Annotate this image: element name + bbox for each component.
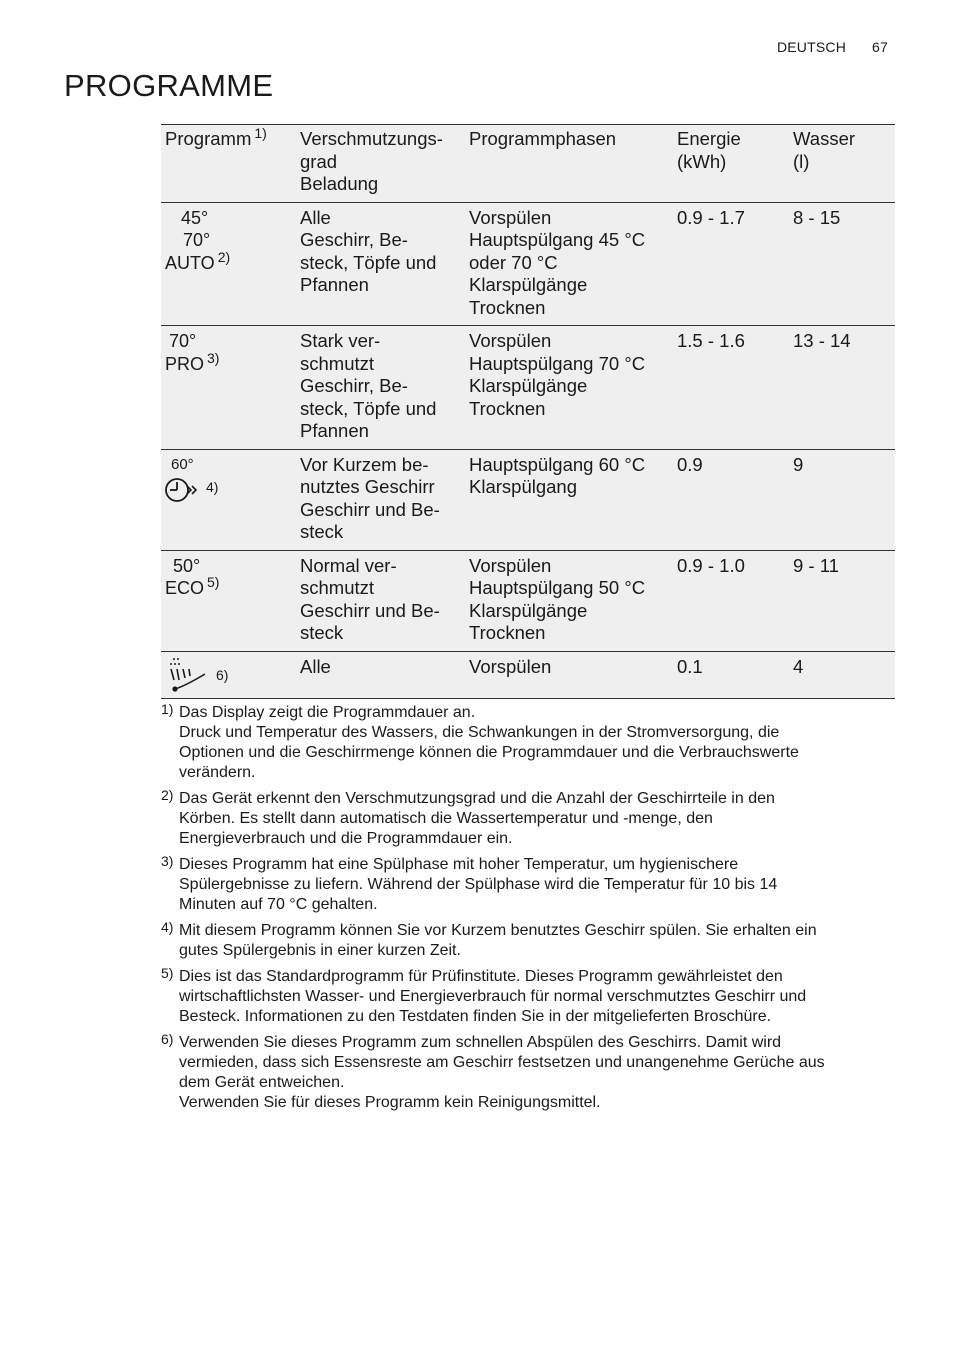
phase-line: oder 70 °C [469, 251, 558, 273]
header-program [161, 125, 294, 203]
footnote-number: 2) [161, 787, 174, 803]
page-number: 67 [872, 39, 888, 55]
water-cell: 9 - 11 [793, 554, 839, 576]
soil-line: steck, Töpfe und [300, 251, 437, 273]
program-temp: 50° [173, 555, 201, 576]
program-mode: PRO [165, 353, 205, 374]
soil-line: Normal ver- [300, 554, 397, 576]
header-program-label: Programm [165, 128, 252, 149]
header-phases: Programmphasen [469, 128, 617, 149]
soil-cell [294, 202, 463, 326]
program-cell [161, 326, 294, 450]
energy-cell: 1.5 - 1.6 [677, 330, 745, 351]
program-temp: 70° [183, 230, 211, 250]
footnote [161, 703, 901, 783]
program-icon-row [165, 656, 288, 692]
phase-line: Hauptspülgang 50 °C [469, 577, 646, 598]
phase-line: Hauptspülgang 70 °C [469, 352, 646, 374]
soil-line: schmutzt [300, 352, 375, 374]
footnote [161, 1033, 901, 1113]
soil-cell [294, 651, 463, 698]
soil-line: steck [300, 622, 344, 643]
water-cell: 9 [793, 453, 804, 475]
table-row [161, 202, 895, 326]
clock-arrows-icon [165, 476, 203, 504]
phases-cell [463, 449, 671, 550]
header-energy [671, 125, 787, 203]
energy-cell: 0.9 - 1.7 [677, 206, 745, 228]
soil-line: schmutzt [300, 577, 375, 598]
footnote-number: 5) [161, 965, 174, 981]
phase-line: Klarspülgänge [469, 375, 588, 396]
footnote-line: Energieverbrauch und die Programmdauer ein. [179, 830, 513, 847]
phases-cell [463, 202, 671, 326]
phase-line: Trocknen [469, 397, 546, 419]
phase-line: Hauptspülgang 45 °C [469, 229, 646, 250]
program-mode: ECO [165, 578, 205, 598]
footnote-number: 1) [161, 701, 174, 717]
footnotes [161, 703, 901, 1119]
footnote-line: Besteck. Informationen zu den Testdaten finden Sie in der mitgelieferten Broschüre. [179, 1008, 772, 1025]
footnote-line: Minuten auf 70 °C gehalten. [179, 896, 378, 913]
footnote-ref: 1) [254, 125, 267, 141]
table-row [161, 651, 895, 698]
page-title: PROGRAMME [64, 68, 274, 103]
footnote-number: 3) [161, 853, 174, 869]
soil-line: Stark ver- [300, 330, 381, 351]
footnote-line: Dies ist das Standardprogramm für Prüfinstitute. Dieses Programm gewährleistet den [179, 968, 783, 985]
footnote-line: Verwenden Sie dieses Programm zum schnellen Abspülen des Geschirrs. Damit wird [179, 1034, 782, 1051]
footnote-line: verändern. [179, 764, 256, 781]
footnote-line: Dieses Programm hat eine Spülphase mit hoher Temperatur, um hygienischere [179, 856, 739, 873]
soil-line: Pfannen [300, 420, 369, 441]
phase-line: Klarspülgänge [469, 274, 588, 295]
soil-line: steck [300, 521, 344, 542]
footnote-number: 6) [161, 1031, 174, 1047]
program-cell [161, 449, 294, 550]
footnote-line: Spülergebnisse zu liefern. Während der Spülphase wird die Temperatur für 10 bis 14 [179, 876, 778, 893]
soil-cell [294, 326, 463, 450]
program-cell [161, 202, 294, 326]
soil-line: Alle [300, 655, 331, 677]
header-soil-line: grad [300, 150, 338, 172]
soil-line: nutztes Geschirr [300, 476, 435, 497]
phase-line: Klarspülgänge [469, 599, 588, 621]
footnote [161, 789, 901, 849]
soil-line: Vor Kurzem be- [300, 453, 429, 475]
program-temp: 70° [169, 331, 197, 351]
footnote-ref: 4) [206, 479, 219, 495]
program-cell [161, 651, 294, 698]
soil-line: Geschirr und Be- [300, 599, 440, 621]
table-row [161, 326, 895, 450]
soil-line: Geschirr und Be- [300, 498, 440, 520]
water-cell: 4 [793, 655, 804, 677]
footnote-line: dem Gerät entweichen. [179, 1074, 345, 1091]
phase-line: Hauptspülgang 60 °C [469, 453, 646, 475]
footnote-line: Körben. Es stellt dann automatisch die Wassertemperatur und -menge, den [179, 810, 713, 827]
footnote-ref: 5) [207, 574, 220, 590]
footnote-ref: 2) [217, 248, 231, 265]
rinse-spray-icon [165, 656, 213, 692]
footnote-number: 4) [161, 919, 174, 935]
phase-line: Vorspülen [469, 206, 552, 228]
header-language: DEUTSCH [776, 39, 847, 55]
soil-line: Alle [300, 206, 331, 228]
footnote-ref: 6) [216, 666, 229, 683]
phase-line: Vorspülen [469, 655, 552, 677]
phase-line: Klarspülgang [469, 476, 577, 497]
program-cell [161, 550, 294, 651]
water-cell: 8 - 15 [793, 206, 841, 228]
footnote-line: Das Display zeigt die Programmdauer an. [179, 704, 476, 721]
phases-cell [463, 550, 671, 651]
soil-line: steck, Töpfe und [300, 397, 437, 419]
phases-cell [463, 326, 671, 450]
header-soil-line: Verschmutzungs- [300, 128, 443, 149]
soil-line: Geschirr, Be- [300, 229, 408, 250]
footnote-line: Verwenden Sie für dieses Programm kein Reinigungsmittel. [179, 1094, 601, 1111]
header-water-line: Wasser [793, 128, 856, 149]
table-header-row [161, 125, 895, 203]
footnote-ref: 3) [207, 349, 220, 366]
table-row [161, 449, 895, 550]
footnote [161, 921, 901, 961]
footnote-line: Optionen und die Geschirrmenge können die Programmdauer und die Verbrauchswerte [179, 744, 799, 761]
soil-cell [294, 449, 463, 550]
phase-line: Trocknen [469, 296, 546, 318]
soil-line: Pfannen [300, 274, 369, 295]
footnote-line: gutes Spülergebnis in einer kurzen Zeit. [179, 942, 461, 959]
footnote-line: Druck und Temperatur des Wassers, die Schwankungen in der Stromversorgung, die [179, 724, 780, 741]
water-cell: 13 - 14 [793, 330, 851, 351]
soil-line: Geschirr, Be- [300, 375, 408, 396]
phase-line: Vorspülen [469, 554, 552, 576]
header-water-line: (l) [793, 150, 810, 172]
header-energy-line: Energie [677, 128, 741, 149]
footnote-line: vermieden, dass sich Essensreste am Geschirr festsetzen und unangenehme Gerüche aus [179, 1054, 825, 1071]
phase-line: Vorspülen [469, 330, 552, 351]
header-soil-line: Beladung [300, 173, 379, 194]
program-temp: 45° [181, 207, 209, 228]
phases-cell [463, 651, 671, 698]
table-row [161, 550, 895, 651]
page-header [777, 39, 888, 55]
footnote [161, 967, 901, 1027]
header-soil [294, 125, 463, 203]
program-temp: 60° [171, 455, 194, 473]
footnote [161, 855, 901, 915]
program-icon-row [165, 476, 288, 504]
program-mode: AUTO [165, 252, 215, 273]
header-energy-line: (kWh) [677, 150, 727, 172]
phase-line: Trocknen [469, 622, 546, 643]
footnote-line: wirtschaftlichsten Wasser- und Energieverbrauch für normal verschmutztes Geschirr und [179, 988, 807, 1005]
soil-cell [294, 550, 463, 651]
footnote-line: Mit diesem Programm können Sie vor Kurzem benutztes Geschirr spülen. Sie erhalten ein [179, 922, 817, 939]
energy-cell: 0.9 - 1.0 [677, 554, 745, 576]
program-table [161, 124, 895, 699]
header-water [787, 125, 895, 203]
energy-cell: 0.9 [677, 453, 703, 475]
energy-cell: 0.1 [677, 655, 703, 677]
footnote-line: Das Gerät erkennt den Verschmutzungsgrad und die Anzahl der Geschirrteile in den [179, 790, 775, 807]
